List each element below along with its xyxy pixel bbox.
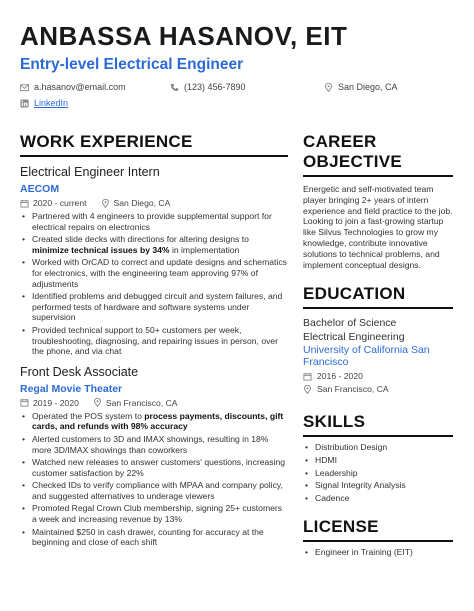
work-experience-heading: WORK EXPERIENCE (20, 132, 288, 157)
skill-item: • HDMI (303, 455, 453, 466)
job-location: San Diego, CA (113, 198, 171, 208)
location-pin-icon (93, 398, 102, 407)
career-objective-text: Energetic and self-motivated team player bringing 2+ years of intern experience and field practice to the job. Looking to join a fast-growing startup like Silvus Technologies to grow my knowledge, contribute innovative solutions to technical problems, and implement conceptual designs. (303, 184, 453, 270)
skill-item: • Distribution Design (303, 442, 453, 453)
linkedin-link[interactable]: LinkedIn (34, 98, 69, 108)
envelope-icon (20, 83, 29, 92)
bullet-item: • Maintained $250 in cash drawer, counting for accuracy at the beginning and close of each shift (20, 527, 288, 548)
right-column (303, 132, 453, 560)
location-text: San Diego, CA (338, 82, 398, 92)
job-entry (20, 165, 288, 357)
linkedin-icon (20, 99, 29, 108)
email-item[interactable] (20, 82, 170, 92)
job-title: Electrical Engineer Intern (20, 165, 160, 179)
skill-item: • Leadership (303, 468, 453, 479)
degree: Bachelor of Science (303, 317, 397, 330)
license-item: • Engineer in Training (EIT) (303, 547, 453, 558)
job-dates: 2019 - 2020 (33, 397, 79, 408)
phone-item[interactable] (170, 82, 324, 92)
left-column (20, 132, 288, 560)
school-name: University of California San Francisco (303, 344, 430, 369)
career-objective-heading: CAREER OBJECTIVE (303, 132, 453, 177)
job-title: Front Desk Associate (20, 364, 139, 379)
bullet-item: • Watched new releases to answer customers' questions, increasing customer satisfaction by 22% (20, 457, 288, 478)
candidate-title: Entry-level Electrical Engineer (20, 56, 244, 73)
location-pin-icon (324, 83, 333, 92)
bullet-item: • Worked with OrCAD to correct and update designs and schematics for electronics, with the engineering team approving 97% of adjustments (20, 257, 288, 289)
linkedin-item[interactable] (20, 98, 170, 108)
job-location: San Francisco, CA (105, 397, 178, 408)
location-item (324, 82, 454, 92)
education-heading: EDUCATION (303, 284, 453, 309)
company-name: Regal Movie Theater (20, 382, 123, 395)
company-name: AECOM (20, 183, 60, 195)
location-pin-icon (101, 199, 110, 208)
candidate-name: ANBASSA HASANOV, EIT (20, 21, 348, 51)
location-pin-icon (303, 385, 312, 394)
bullet-item: • Operated the POS system to process payments, discounts, gift cards, and refunds with 98% accuracy (20, 411, 288, 432)
job-dates: 2020 - current (33, 198, 87, 208)
skills-heading: SKILLS (303, 412, 453, 437)
skill-item: • Signal Integrity Analysis (303, 480, 453, 491)
field-of-study: Electrical Engineering (303, 331, 405, 344)
bullet-item: • Checked IDs to verify compliance with MPAA and company policy, and suggested alternatives to underage viewers (20, 480, 288, 501)
phone-text: (123) 456-7890 (184, 82, 246, 92)
education-dates: 2016 - 2020 (317, 371, 363, 382)
calendar-icon (303, 372, 312, 381)
phone-icon (170, 83, 179, 92)
job-entry (20, 365, 288, 548)
bullet-item: • Provided technical support to 50+ customers per week, troubleshooting, diagnosing, and repairing issues in person, over the phone, and via chat (20, 325, 288, 357)
bullet-item: • Identified problems and debugged circuit and system failures, and performed tests of hardware and software systems under supervision (20, 291, 288, 323)
license-heading: LICENSE (303, 517, 453, 542)
calendar-icon (20, 199, 29, 208)
calendar-icon (20, 398, 29, 407)
bullet-item: • Promoted Regal Crown Club membership, signing 25+ customers a week and increasing revenue by 13% (20, 503, 288, 524)
skill-item: • Cadence (303, 493, 453, 504)
bullet-item: • Created slide decks with directions for altering designs to minimize technical issues by 34% in implementation (20, 234, 288, 255)
contact-info (20, 82, 454, 108)
email-text: a.hasanov@email.com (34, 82, 126, 92)
bullet-item: • Alerted customers to 3D and IMAX showings, resulting in 18% more 3D/IMAX showings than coworkers (20, 434, 288, 455)
education-location: San Francisco, CA (317, 384, 389, 395)
bullet-item: • Partnered with 4 engineers to provide supplemental support for electrical repairs on electronics (20, 211, 288, 232)
